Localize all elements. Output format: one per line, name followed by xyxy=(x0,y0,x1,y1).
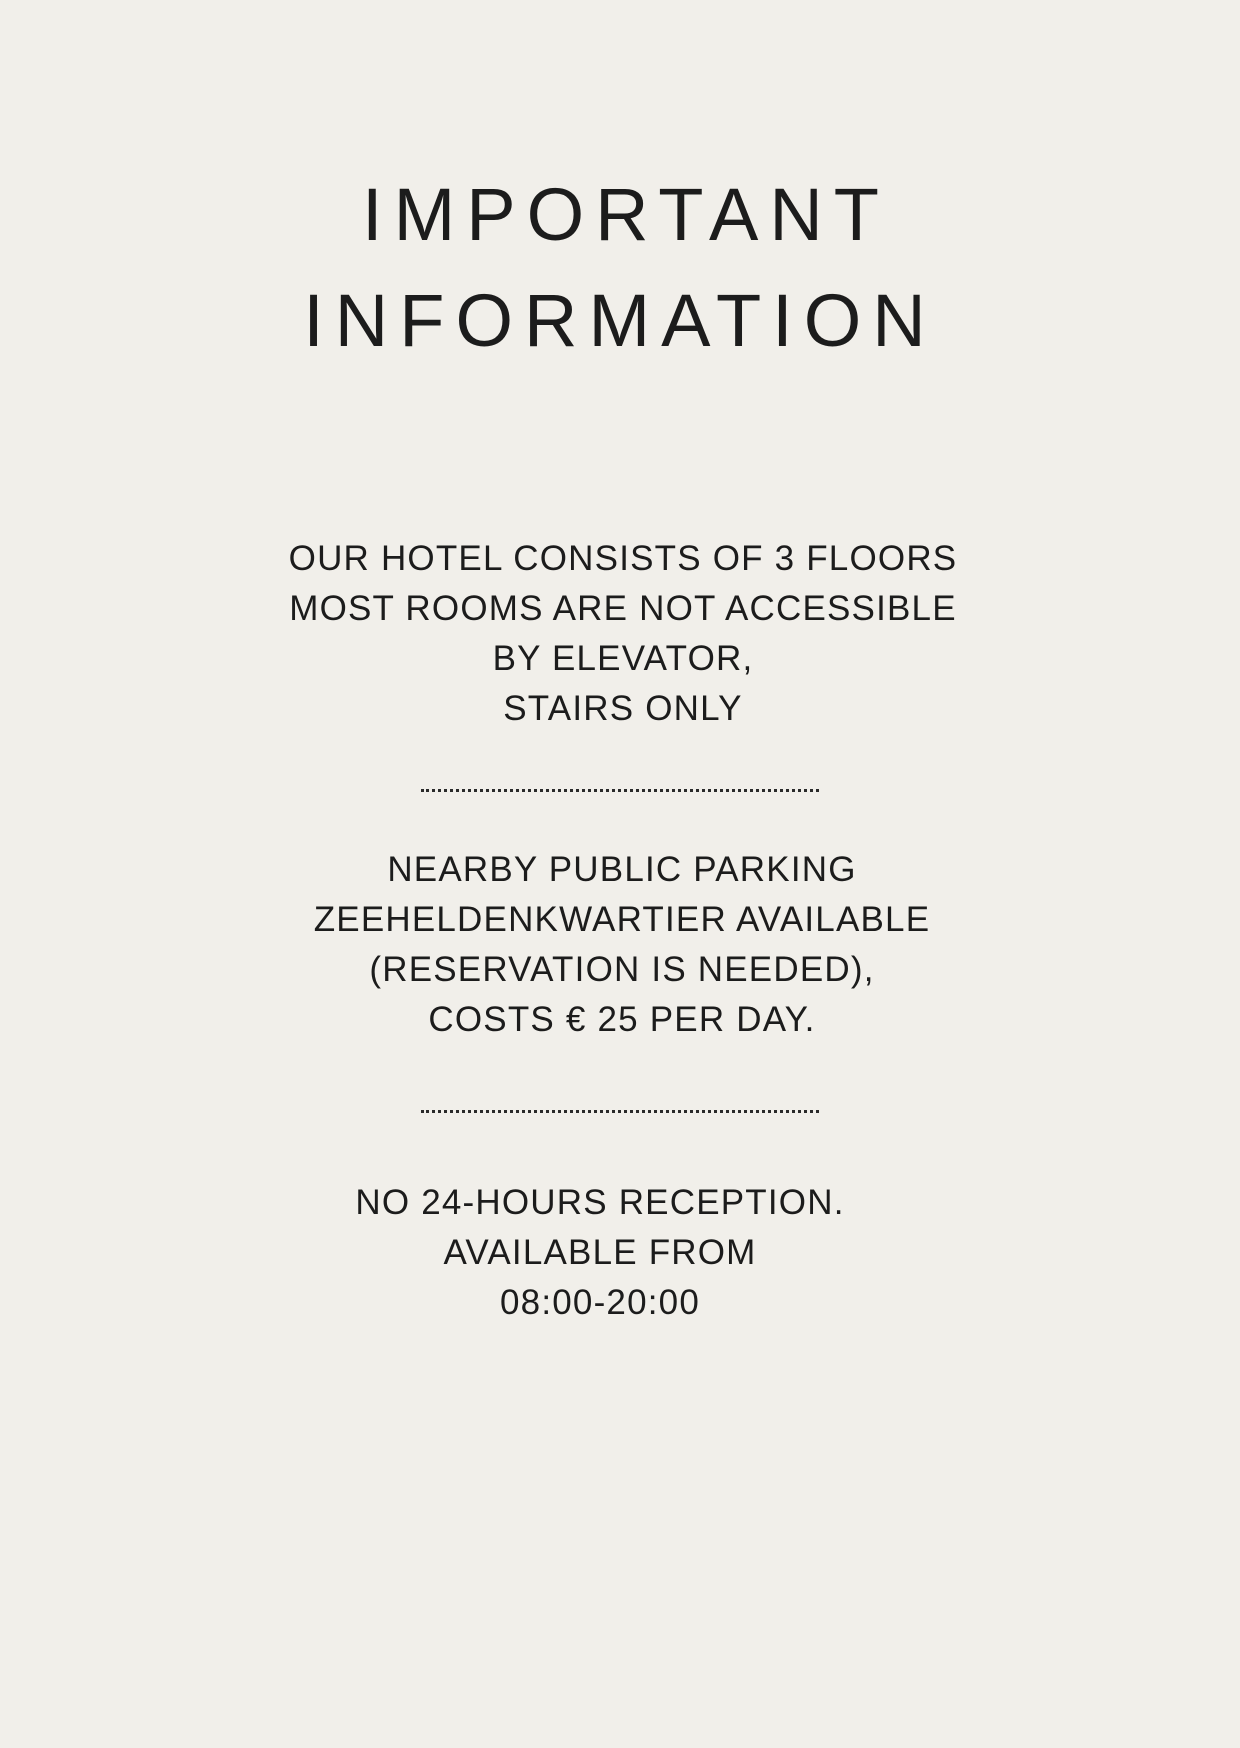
page-title-line-2: INFORMATION xyxy=(303,279,937,362)
notice-line: COSTS € 25 PER DAY. xyxy=(428,1000,816,1039)
notice-line: MOST ROOMS ARE NOT ACCESSIBLE xyxy=(289,589,957,628)
dotted-divider xyxy=(421,1110,819,1113)
dotted-divider xyxy=(421,789,819,792)
notice-line: (RESERVATION IS NEEDED), xyxy=(369,950,875,989)
notice-line: NEARBY PUBLIC PARKING xyxy=(387,850,857,889)
accessibility-notice xyxy=(3,534,1240,734)
parking-notice xyxy=(2,845,1240,1045)
notice-line: ZEEHELDENKWARTIER AVAILABLE xyxy=(313,900,931,939)
notice-line: 08:00-20:00 xyxy=(499,1283,701,1322)
reception-notice xyxy=(0,1178,1220,1328)
notice-line: STAIRS ONLY xyxy=(503,689,743,728)
notice-line: NO 24-HOURS RECEPTION. xyxy=(355,1183,845,1222)
page-title-line-1: IMPORTANT xyxy=(362,173,890,256)
notice-line: BY ELEVATOR, xyxy=(492,639,754,678)
notice-line: AVAILABLE FROM xyxy=(443,1233,757,1272)
notice-line: OUR HOTEL CONSISTS OF 3 FLOORS xyxy=(288,539,958,578)
